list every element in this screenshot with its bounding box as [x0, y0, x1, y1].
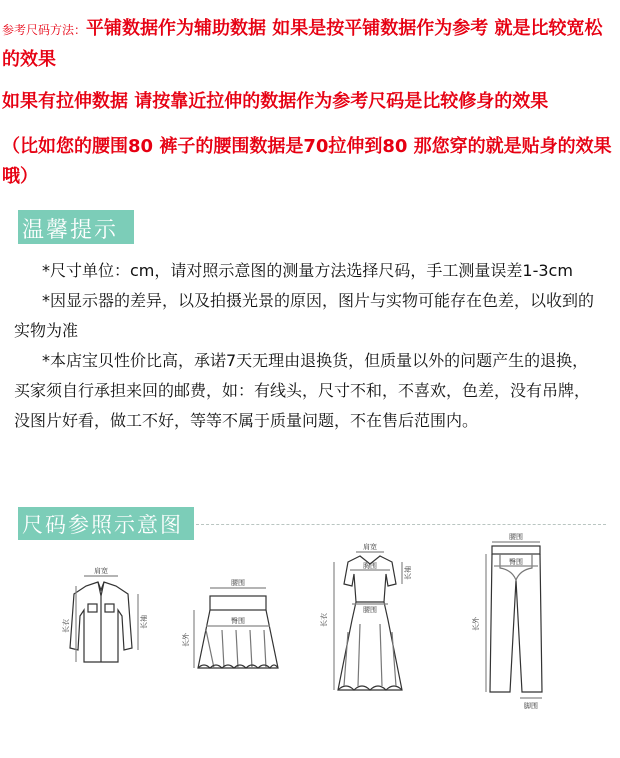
size-guide-title: 尺码参照示意图: [22, 513, 183, 537]
dress-shoulder-label: 肩宽: [363, 543, 377, 551]
tips-body: [14, 256, 604, 436]
tips-paragraph-1: *尺寸单位：cm，请对照示意图的测量方法选择尺码，手工测量误差1-3cm: [42, 261, 573, 280]
size-guide-diagrams: [0, 533, 620, 754]
tips-paragraph-2: *因显示器的差异，以及拍摄光景的原因，图片与实物可能存在色差，以收到的实物为准: [14, 291, 595, 340]
shirt-diagram: [70, 576, 138, 662]
pants-length-label: 长外: [472, 617, 480, 631]
intro-line-3: （比如您的腰围80 裤子的腰围数据是70拉伸到80 那您穿的就是贴身的效果哦）: [2, 136, 612, 187]
intro-label: 参考尺码方法：: [2, 23, 87, 37]
pants-hip-label: 臀围: [509, 558, 523, 566]
shirt-shoulder-label: 肩宽: [94, 567, 108, 575]
skirt-waist-label: 腰围: [231, 579, 245, 587]
pants-waist-label: 腰围: [509, 533, 523, 541]
skirt-length-label: 长外: [182, 633, 190, 647]
intro-line-2: 如果有拉伸数据 请按靠近拉伸的数据作为参考尺码是比较修身的效果: [2, 91, 549, 112]
dress-length-label: 长衣: [320, 613, 328, 627]
tips-title: 温馨提示: [22, 218, 119, 243]
tips-paragraph-3: *本店宝贝性价比高，承诺7天无理由退换货，但质量以外的问题产生的退换，买家须自行承担来回的邮费，如：有线头，尺寸不和，不喜欢，色差，没有吊牌，没图片好看，做工不好，等等不属于质量问题，不在售后范围内。: [14, 351, 591, 430]
dress-chest-label: 胸围: [363, 562, 377, 570]
size-diagrams-svg: [0, 533, 620, 754]
dress-diagram: [334, 552, 402, 690]
shirt-length-label: 长衣: [62, 619, 70, 633]
dashed-divider: [196, 524, 606, 525]
dress-waist-label: 腰围: [363, 606, 377, 614]
shirt-sleeve-label: 长袖: [140, 615, 148, 629]
pants-hem-label: 脚围: [524, 702, 538, 710]
dress-sleeve-label: 长袖: [404, 566, 412, 580]
intro-line-1: [2, 14, 614, 75]
skirt-diagram: [194, 588, 278, 668]
intro-line-1-text: 平铺数据作为辅助数据 如果是按平铺数据作为参考 就是比较宽松的效果: [2, 18, 603, 70]
skirt-hip-label: 臀围: [231, 617, 245, 625]
